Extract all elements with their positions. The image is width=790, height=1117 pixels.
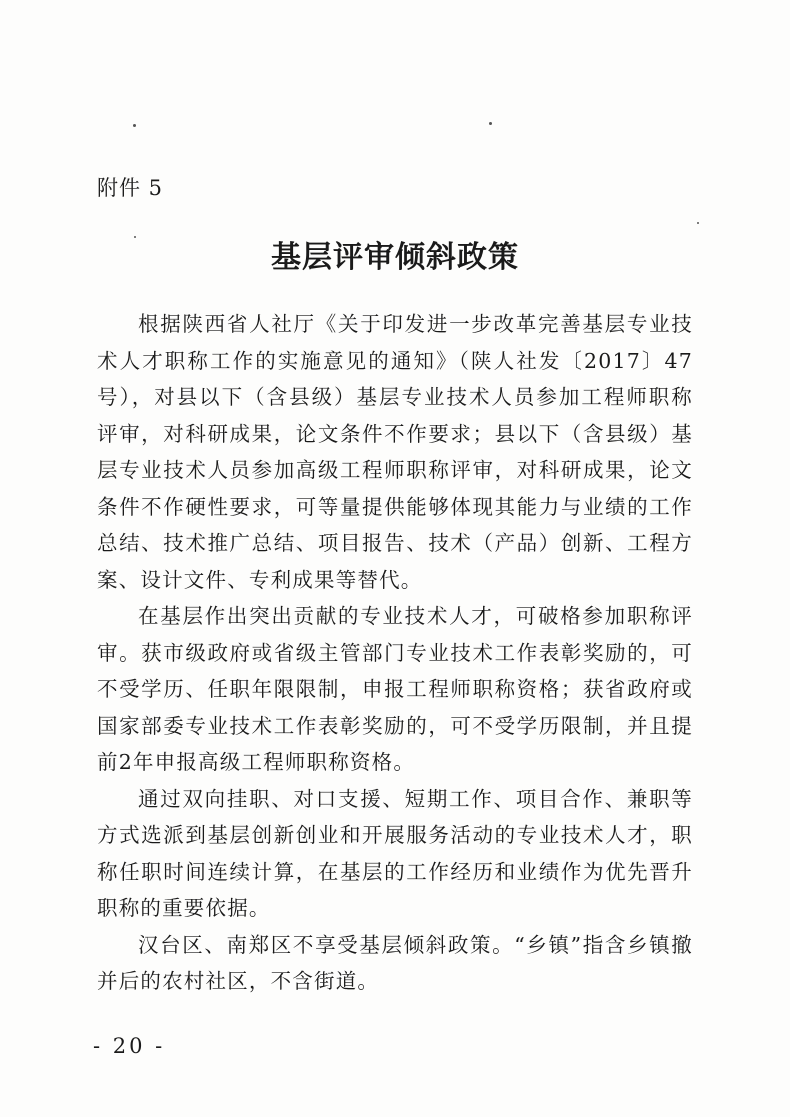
paragraph-dispatch-to-grassroots: 通过双向挂职、对口支援、短期工作、项目合作、兼职等方式选派到基层创新创业和开展服务活动的专业技术人才，职称任职时间连续计算，在基层的工作经历和业绩作为优先晋升职称的重要依据。 [97,786,693,920]
scan-speck [133,124,136,127]
paragraph-exclusions: 汉台区、南郑区不享受基层倾斜政策。“乡镇”指含乡镇撤并后的农村社区，不含街道。 [97,932,693,993]
document-title: 基层评审倾斜政策 [271,240,519,275]
paragraph-policy-basis: 根据陕西省人社厅《关于印发进一步改革完善基层专业技术人才职称工作的实施意见的通知》（陕人社发〔2017〕47号），对县以下（含县级）基层专业技术人员参加工程师职称评审，对科研成果，论文条件不作要求；县以下（含县级）基层专业技术人员参加高级工程师职称评审，对科研成果，论文条件不作硬性要求，可等量提供能够体现其能力与业绩的工作总结、技术推广总结、项目报告、技术（产品）创新、工程方案、设计文件、专利成果等替代。 [97,312,693,592]
page-number: - 20 - [93,1034,166,1058]
scan-speck [697,222,699,224]
scan-speck [489,122,492,125]
document-body [97,306,693,1000]
attachment-label: 附件 5 [97,176,164,200]
paragraph-exceptional-contribution: 在基层作出突出贡献的专业技术人才，可破格参加职称评审。获市级政府或省级主管部门专业技术工作表彰奖励的，可不受学历、任职年限限制，申报工程师职称资格；获省政府或国家部委专业技术工作表彰奖励的，可不受学历限制，并且提前2年申报高级工程师职称资格。 [97,604,693,774]
